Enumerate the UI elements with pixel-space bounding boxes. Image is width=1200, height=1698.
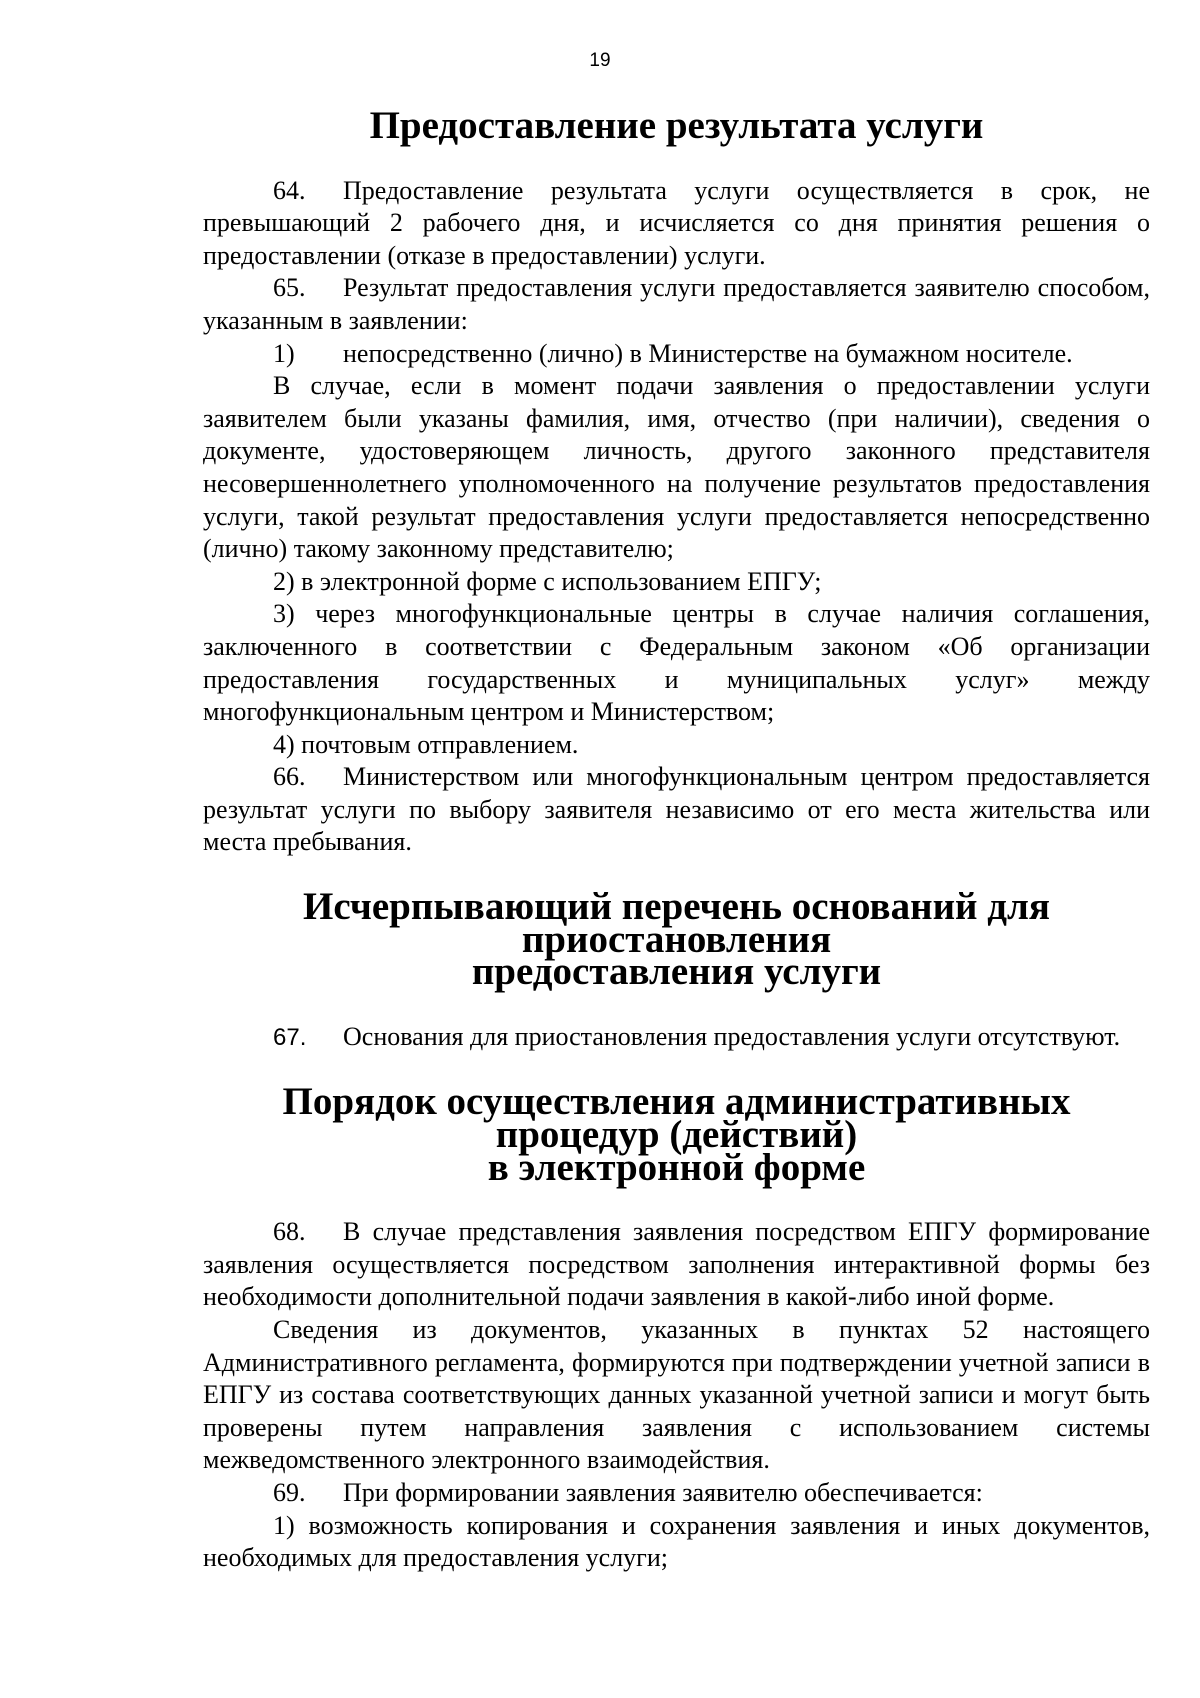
document-body [203, 104, 1150, 1575]
section-title-electronic [203, 1080, 1150, 1189]
paragraph-number: 67. [273, 1023, 307, 1051]
paragraph-65 [203, 272, 1150, 337]
paragraph-text: При формировании заявления заявителю обеспечивается: [343, 1477, 983, 1507]
paragraph-number: 68. [273, 1217, 306, 1247]
paragraph-text: Министерством или многофункциональным центром предоставляется результат услуги по выбору заявителя независимо от его места жительства или места пребывания. [203, 762, 1150, 857]
list-item-3: 3) через многофункциональные центры в случае наличия соглашения, заключенного в соответствии с Федеральным законом «Об организации предоставления государственных и муниципальных услуг» между многофункциональным центром и Министерством; [203, 599, 1150, 727]
paragraph-68 [203, 1216, 1150, 1314]
list-item-4: 4) почтовым отправлением. [273, 729, 579, 759]
page-number: 19 [589, 50, 611, 71]
paragraph-67 [203, 1021, 1150, 1055]
paragraph-number: 65. [273, 273, 306, 303]
section-title-line: Порядок осуществления административных процедур (действий) [282, 1080, 1071, 1157]
paragraph-69 [203, 1477, 1150, 1510]
paragraph-number: 64. [273, 175, 306, 205]
section-title-line: в электронной форме [487, 1145, 866, 1189]
paragraph-text: В случае представления заявления посредством ЕПГУ формирование заявления осуществляется посредством заполнения интерактивной формы без необходимости дополнительной подачи заявления в какой-либо иной форме. [203, 1217, 1150, 1312]
paragraph-number: 69. [273, 1477, 306, 1507]
section-title-result: Предоставление результата услуги [369, 104, 984, 147]
list-item-2: 2) в электронной форме с использованием ЕПГУ; [273, 566, 822, 596]
paragraph-64 [203, 175, 1150, 273]
paragraph-representative: В случае, если в момент подачи заявления о предоставлении услуги заявителем были указаны фамилия, имя, отчество (при наличии), сведения о документе, удостоверяющем личность, другого законного представителя несовершеннолетнего уполномоченного на получение результатов предоставления услуги, такой результат предоставления услуги предоставляется непосредственно (лично) такому законному представителю; [203, 371, 1150, 564]
list-item-text: непосредственно (лично) в Министерстве на бумажном носителе. [343, 338, 1073, 368]
paragraph-66 [203, 761, 1150, 859]
paragraph-text: Предоставление результата услуги осуществляется в срок, не превышающий 2 рабочего дня, и исчисляется со дня принятия решения о предоставлении (отказе в предоставлении) услуги. [203, 175, 1150, 270]
paragraph-text: Основания для приостановления предоставления услуги отсутствуют. [343, 1021, 1121, 1051]
section-title-line: Исчерпывающий перечень оснований для приостановления [303, 885, 1050, 961]
list-item-1 [203, 338, 1150, 371]
paragraph-account-data: Сведения из документов, указанных в пунктах 52 настоящего Административного регламента, формируются при подтверждении учетной записи в ЕПГУ из состава соответствующих данных указанной учетной записи и могут быть проверены путем направления заявления с использованием системы межведомственного электронного взаимодействия. [203, 1315, 1150, 1475]
section-title-suspension [203, 885, 1150, 994]
section-title-line: предоставления услуги [471, 950, 882, 994]
list-item-copy: 1) возможность копирования и сохранения заявления и иных документов, необходимых для предоставления услуги; [203, 1510, 1150, 1573]
paragraph-text: Результат предоставления услуги предоставляется заявителю способом, указанным в заявлении: [203, 273, 1150, 335]
paragraph-number: 66. [273, 762, 306, 792]
list-item-number: 1) [273, 338, 295, 368]
